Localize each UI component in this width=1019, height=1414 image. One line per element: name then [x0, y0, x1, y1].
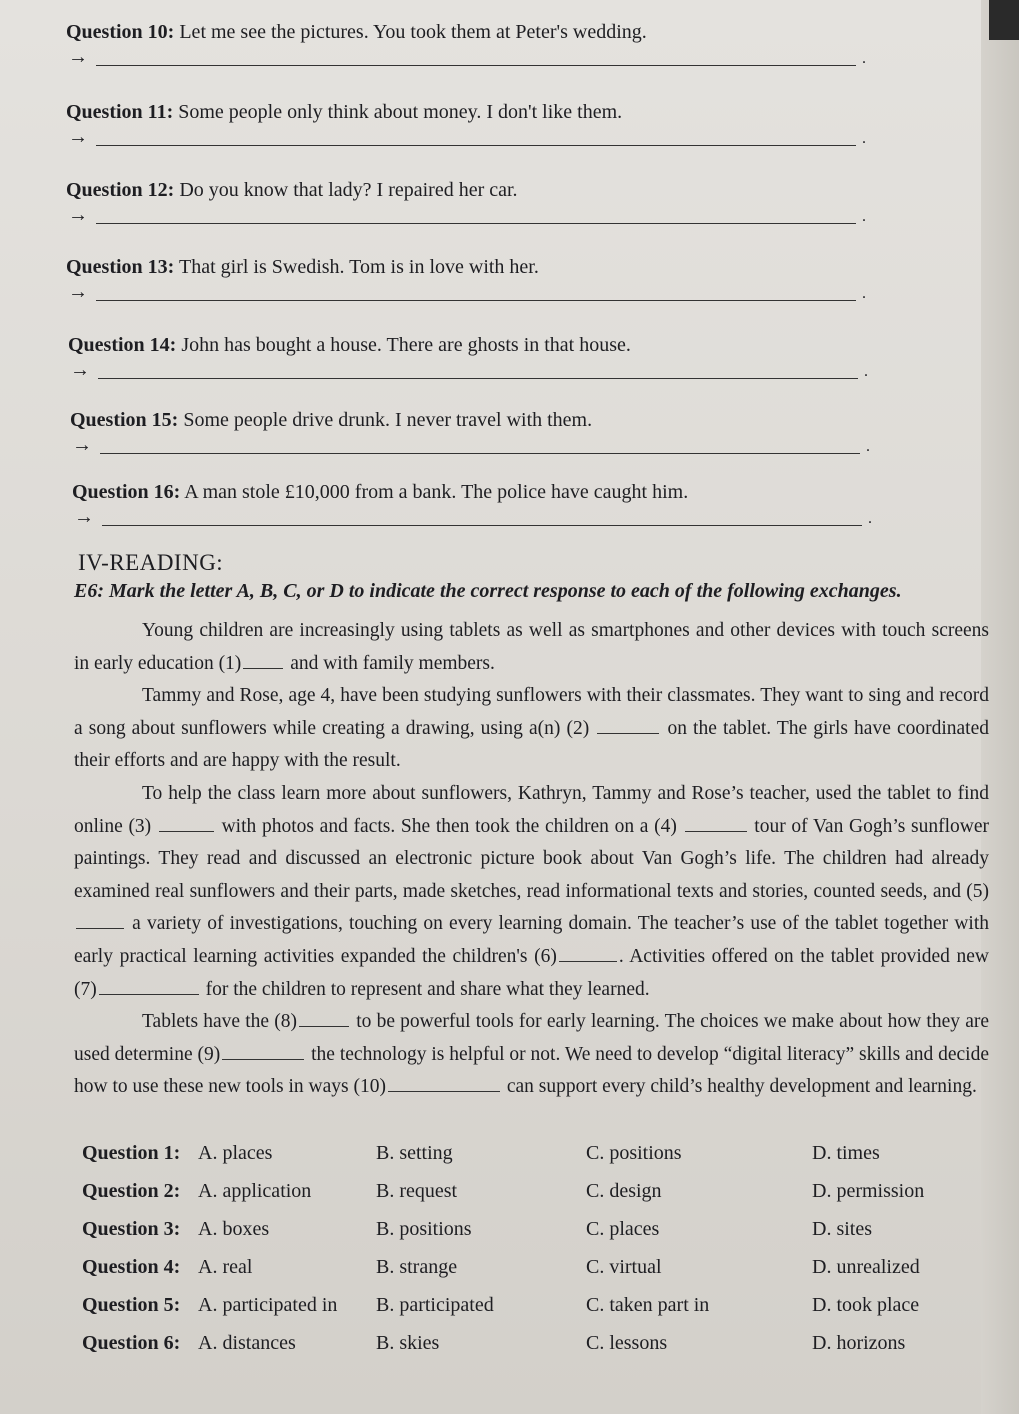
blank-7[interactable] — [99, 976, 199, 995]
passage-text: with photos and facts. She then took the children on a (4) — [221, 815, 677, 837]
blank-10[interactable] — [388, 1073, 500, 1092]
question-number: Question 10: — [66, 21, 175, 43]
line-end-dot: . — [866, 438, 870, 455]
rewrite-question-15 — [70, 408, 870, 460]
question-text: Some people only think about money. I don't like them. — [178, 101, 623, 123]
blank-3[interactable] — [159, 813, 214, 832]
section-title: IV-READING: — [78, 550, 224, 575]
option-b[interactable]: B. positions — [376, 1218, 472, 1240]
option-d[interactable]: D. horizons — [812, 1332, 906, 1354]
answer-blank[interactable] — [96, 223, 856, 224]
option-question-label: Question 5: — [82, 1294, 181, 1316]
reading-passage — [74, 615, 989, 1104]
rewrite-question-10 — [66, 20, 866, 72]
question-number: Question 15: — [70, 409, 179, 431]
paragraph-2 — [74, 680, 989, 778]
passage-text: Tablets have the (8) — [142, 1011, 297, 1033]
option-b[interactable]: B. strange — [376, 1256, 458, 1278]
line-end-dot: . — [862, 208, 866, 225]
arrow-icon: → — [68, 126, 88, 148]
passage-text: on the tablet. The girls have coordinated their efforts and are happy with the result. — [74, 717, 989, 772]
answer-blank[interactable] — [96, 300, 856, 301]
arrow-icon: → — [68, 204, 88, 226]
question-number: Question 16: — [72, 481, 181, 503]
option-a[interactable]: A. real — [198, 1256, 253, 1278]
answer-blank[interactable] — [102, 525, 862, 526]
paragraph-4 — [74, 1006, 989, 1104]
option-question-label: Question 2: — [82, 1180, 181, 1202]
paragraph-3 — [74, 778, 989, 1006]
option-a[interactable]: A. participated in — [198, 1294, 338, 1316]
line-end-dot: . — [864, 363, 868, 380]
option-c[interactable]: C. design — [586, 1180, 662, 1202]
options-question-1 — [80, 1142, 980, 1180]
passage-text: for the children to represent and share what they learned. — [205, 978, 650, 1000]
rewrite-question-12 — [66, 178, 866, 230]
option-a[interactable]: A. boxes — [198, 1218, 270, 1240]
answer-line[interactable] — [68, 359, 868, 385]
option-question-label: Question 4: — [82, 1256, 181, 1278]
passage-text: the technology is helpful or not. We need to develop “digital literacy” skills and decide how to use these new tools in ways (10) — [74, 1043, 989, 1098]
arrow-icon: → — [68, 281, 88, 303]
option-c[interactable]: C. lessons — [586, 1332, 668, 1354]
rewrite-question-14 — [68, 333, 868, 385]
option-b[interactable]: B. skies — [376, 1332, 440, 1354]
option-d[interactable]: D. permission — [812, 1180, 925, 1202]
options-question-2 — [80, 1180, 980, 1218]
option-a[interactable]: A. distances — [198, 1332, 296, 1354]
passage-text: Tammy and Rose, age 4, have been studying sunflowers with their classmates. They want to sing and record a song about sunflowers while creating a drawing, using a(n) (2) — [74, 685, 989, 739]
rewrite-question-11 — [66, 100, 866, 152]
arrow-icon: → — [68, 46, 88, 68]
rewrite-question-16 — [72, 480, 872, 532]
blank-4[interactable] — [685, 813, 747, 832]
question-text: Let me see the pictures. You took them at Peter's wedding. — [179, 21, 647, 43]
rewrite-question-13 — [66, 255, 866, 307]
options-question-3 — [80, 1218, 980, 1256]
line-end-dot: . — [868, 510, 872, 527]
arrow-icon: → — [70, 359, 90, 381]
option-a[interactable]: A. application — [198, 1180, 312, 1202]
blank-6[interactable] — [559, 943, 617, 962]
option-a[interactable]: A. places — [198, 1142, 273, 1164]
option-b[interactable]: B. setting — [376, 1142, 453, 1164]
answer-blank[interactable] — [98, 378, 858, 379]
blank-5[interactable] — [76, 910, 124, 929]
blank-9[interactable] — [222, 1041, 304, 1060]
option-c[interactable]: C. virtual — [586, 1256, 662, 1278]
options-question-5 — [80, 1294, 980, 1332]
options-question-4 — [80, 1256, 980, 1294]
answer-blank[interactable] — [100, 453, 860, 454]
question-number: Question 14: — [68, 334, 177, 356]
line-end-dot: . — [862, 50, 866, 67]
passage-text: and with family members. — [290, 652, 495, 674]
option-d[interactable]: D. unrealized — [812, 1256, 920, 1278]
option-d[interactable]: D. times — [812, 1142, 880, 1164]
question-text: That girl is Swedish. Tom is in love with her. — [178, 256, 539, 278]
option-question-label: Question 1: — [82, 1142, 181, 1164]
answer-blank[interactable] — [96, 65, 856, 66]
answer-line[interactable] — [70, 434, 870, 460]
line-end-dot: . — [862, 285, 866, 302]
question-text: Some people drive drunk. I never travel with them. — [183, 409, 593, 431]
answer-options — [80, 1142, 980, 1370]
passage-text: to be powerful tools for early learning. The choices we make about how they are used determine (9) — [74, 1011, 990, 1065]
arrow-icon: → — [72, 434, 92, 456]
question-text: Do you know that lady? I repaired her car. — [179, 179, 518, 201]
answer-blank[interactable] — [96, 145, 856, 146]
question-text: A man stole £10,000 from a bank. The police have caught him. — [184, 481, 689, 503]
question-number: Question 12: — [66, 179, 175, 201]
blank-1[interactable] — [243, 650, 283, 669]
question-number: Question 11: — [66, 101, 174, 123]
answer-line[interactable] — [66, 204, 866, 230]
answer-line[interactable] — [66, 126, 866, 152]
blank-2[interactable] — [597, 715, 659, 734]
passage-text: a variety of investigations, touching on every learning domain. The teacher’s use of the tablet together with early practical learning activities expanded the children's (6) — [74, 913, 989, 967]
passage-text: . Activities offered on the tablet provided new (7) — [74, 945, 990, 1000]
option-d[interactable]: D. took place — [812, 1294, 920, 1316]
answer-line[interactable] — [66, 281, 866, 307]
option-b[interactable]: B. participated — [376, 1294, 494, 1316]
option-c[interactable]: C. positions — [586, 1142, 682, 1164]
option-d[interactable]: D. sites — [812, 1218, 872, 1240]
passage-text: Young children are increasingly using tablets as well as smartphones and other devices with touch screens in early education (1) — [74, 620, 989, 674]
passage-text: can support every child’s healthy development and learning. — [506, 1076, 977, 1098]
passage-text: tour of Van Gogh’s sunflower paintings. They read and discussed an electronic picture book about Van Gogh’s life. The children had already examined real sunflowers and their parts, made sketches, read informational texts and stories, counted seeds, and (5) — [74, 815, 990, 902]
background-corner — [989, 0, 1019, 40]
options-question-6 — [80, 1332, 980, 1370]
answer-line[interactable] — [72, 506, 872, 532]
option-c[interactable]: C. taken part in — [586, 1294, 710, 1316]
question-number: Question 13: — [66, 256, 175, 278]
arrow-icon: → — [74, 506, 94, 528]
paragraph-1 — [74, 615, 989, 680]
question-text: John has bought a house. There are ghosts in that house. — [181, 334, 631, 356]
exercise-instruction: E6: Mark the letter A, B, C, or D to indicate the correct response to each of the following exchanges. — [74, 580, 902, 602]
option-b[interactable]: B. request — [376, 1180, 458, 1202]
passage-text: To help the class learn more about sunflowers, Kathryn, Tammy and Rose’s teacher, used the tablet to find online (3) — [74, 782, 989, 837]
blank-8[interactable] — [299, 1008, 349, 1027]
option-question-label: Question 6: — [82, 1332, 181, 1354]
option-question-label: Question 3: — [82, 1218, 181, 1240]
line-end-dot: . — [862, 130, 866, 147]
option-c[interactable]: C. places — [586, 1218, 660, 1240]
answer-line[interactable] — [66, 46, 866, 72]
